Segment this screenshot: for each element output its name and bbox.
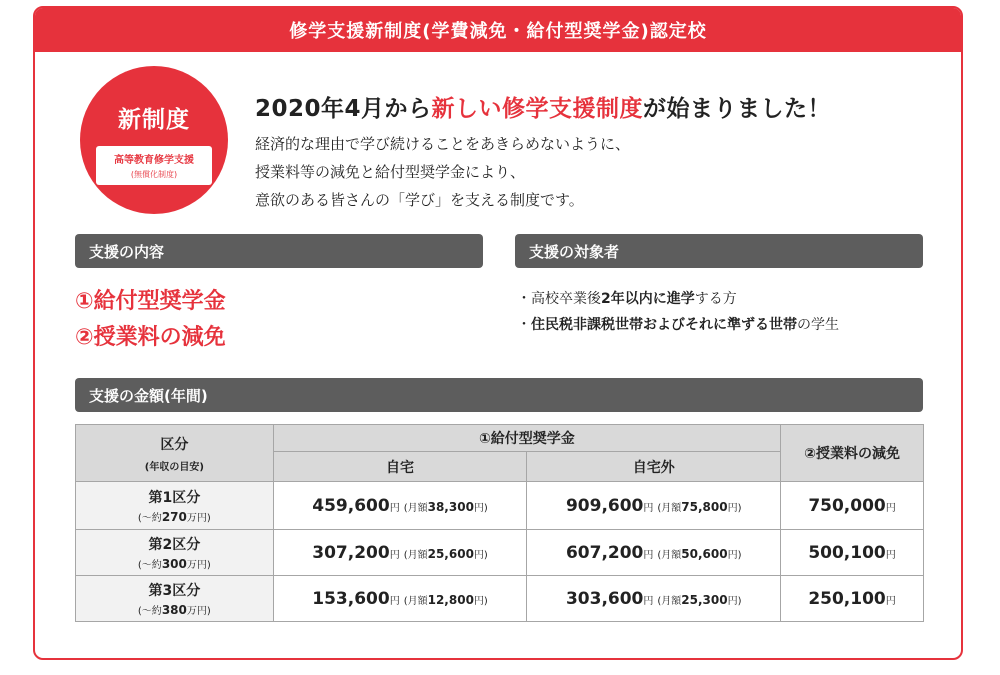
header-kubun <box>76 425 274 482</box>
section-title: 支援の金額(年間) <box>89 386 208 405</box>
target-items <box>517 286 839 338</box>
income-value: 270 <box>161 510 187 524</box>
income-post: 万円) <box>186 606 211 617</box>
monthly-pre: (月額 <box>657 595 682 607</box>
header-kubun-sub: (年収の目安) <box>144 461 204 473</box>
monthly-post: 円) <box>473 549 488 561</box>
yen-unit: 円 <box>885 549 896 561</box>
row-name: 第3区分 <box>148 583 201 599</box>
income-pre: (〜約 <box>137 606 162 617</box>
cell-away <box>527 530 781 576</box>
row-name: 第1区分 <box>148 490 201 506</box>
header-scholarship: ①給付型奨学金 <box>273 425 780 452</box>
yen-unit: 円 <box>389 549 400 561</box>
cell-tuition <box>781 576 924 622</box>
cell-away <box>527 482 781 530</box>
cell-home <box>273 482 527 530</box>
support-item: ①給付型奨学金 <box>75 289 226 314</box>
monthly-post: 円) <box>727 595 742 607</box>
income-value: 380 <box>161 603 187 617</box>
section-bar-content <box>75 234 483 268</box>
intro-text <box>255 130 630 214</box>
support-item: ②授業料の減免 <box>75 325 226 350</box>
banner-title: 修学支援新制度(学費減免・給付型奨学金)認定校 <box>289 21 707 42</box>
section-title: 支援の対象者 <box>529 242 620 261</box>
yen-unit: 円 <box>885 595 896 607</box>
table-row <box>76 530 924 576</box>
amount-value: 750,000 <box>808 495 886 516</box>
row-header <box>76 576 274 622</box>
monthly-pre: (月額 <box>403 595 428 607</box>
monthly-post: 円) <box>727 549 742 561</box>
row-name: 第2区分 <box>148 537 201 553</box>
yen-unit: 円 <box>643 502 654 514</box>
amount-value: 909,600 <box>565 495 644 516</box>
row-income <box>76 602 273 617</box>
target-bold: 住民税非課税世帯およびそれに準ずる世帯 <box>531 317 797 333</box>
monthly <box>657 499 742 514</box>
amount-value: 303,600 <box>565 588 644 609</box>
monthly-value: 12,800 <box>427 592 474 607</box>
monthly-value: 38,300 <box>427 499 474 514</box>
monthly <box>657 592 742 607</box>
support-items <box>75 284 226 356</box>
monthly <box>403 499 488 514</box>
cell-home <box>273 576 527 622</box>
row-income <box>76 509 273 524</box>
target-pre: ・ <box>517 317 531 333</box>
row-income <box>76 556 273 571</box>
row-header <box>76 530 274 576</box>
cell-tuition <box>781 482 924 530</box>
monthly-post: 円) <box>727 502 742 514</box>
income-value: 300 <box>161 557 187 571</box>
section-title: 支援の内容 <box>89 242 165 261</box>
target-item <box>517 312 839 338</box>
cell-tuition <box>781 530 924 576</box>
header-tuition: ②授業料の減免 <box>781 425 924 482</box>
header-home: 自宅 <box>273 452 527 482</box>
monthly <box>403 592 488 607</box>
monthly <box>657 546 742 561</box>
badge-title: 新制度 <box>118 107 190 133</box>
section-bar-amount <box>75 378 923 412</box>
intro-line: 意欲のある皆さんの「学び」を支える制度です。 <box>255 191 584 209</box>
top-banner <box>35 8 961 52</box>
header-kubun-label: 区分 <box>160 436 189 453</box>
badge-line2: (無償化制度) <box>130 170 178 179</box>
headline-prefix: 2020年4月から <box>255 96 432 122</box>
yen-unit: 円 <box>643 549 654 561</box>
intro-line: 経済的な理由で学び続けることをあきらめないように、 <box>255 135 631 153</box>
table-row <box>76 482 924 530</box>
income-post: 万円) <box>186 560 211 571</box>
target-pre: ・高校卒業後 <box>517 291 601 307</box>
target-post: する方 <box>694 291 737 307</box>
monthly <box>403 546 488 561</box>
target-item <box>517 286 839 312</box>
target-post: の学生 <box>797 317 839 333</box>
new-system-badge <box>80 66 228 214</box>
headline-suffix: が始まりました！ <box>643 96 832 122</box>
income-pre: (〜約 <box>137 513 162 524</box>
table-row <box>76 576 924 622</box>
monthly-value: 25,300 <box>681 592 728 607</box>
monthly-pre: (月額 <box>657 502 682 514</box>
cell-away <box>527 576 781 622</box>
yen-unit: 円 <box>643 595 654 607</box>
monthly-value: 75,800 <box>681 499 728 514</box>
badge-line1: 高等教育修学支援 <box>114 155 194 166</box>
headline <box>255 90 831 123</box>
monthly-pre: (月額 <box>657 549 682 561</box>
badge-label-box <box>96 146 212 185</box>
target-bold: 2年以内に進学 <box>601 291 695 307</box>
row-header <box>76 482 274 530</box>
amount-value: 459,600 <box>312 495 390 516</box>
intro-line: 授業料等の減免と給付型奨学金により、 <box>255 163 526 181</box>
main-frame <box>33 6 963 660</box>
amount-value: 500,100 <box>808 542 886 563</box>
amount-value: 307,200 <box>312 542 390 563</box>
income-pre: (〜約 <box>137 560 162 571</box>
amount-value: 607,200 <box>565 542 644 563</box>
section-bar-target <box>515 234 923 268</box>
monthly-value: 25,600 <box>427 546 474 561</box>
amount-table <box>75 424 924 622</box>
monthly-post: 円) <box>473 502 488 514</box>
monthly-pre: (月額 <box>403 549 428 561</box>
cell-home <box>273 530 527 576</box>
monthly-value: 50,600 <box>681 546 728 561</box>
headline-highlight: 新しい修学支援制度 <box>431 96 644 122</box>
income-post: 万円) <box>186 513 211 524</box>
yen-unit: 円 <box>389 502 400 514</box>
yen-unit: 円 <box>885 502 896 514</box>
amount-value: 250,100 <box>808 588 886 609</box>
yen-unit: 円 <box>389 595 400 607</box>
amount-value: 153,600 <box>312 588 390 609</box>
monthly-post: 円) <box>473 595 488 607</box>
header-away: 自宅外 <box>527 452 781 482</box>
monthly-pre: (月額 <box>403 502 428 514</box>
